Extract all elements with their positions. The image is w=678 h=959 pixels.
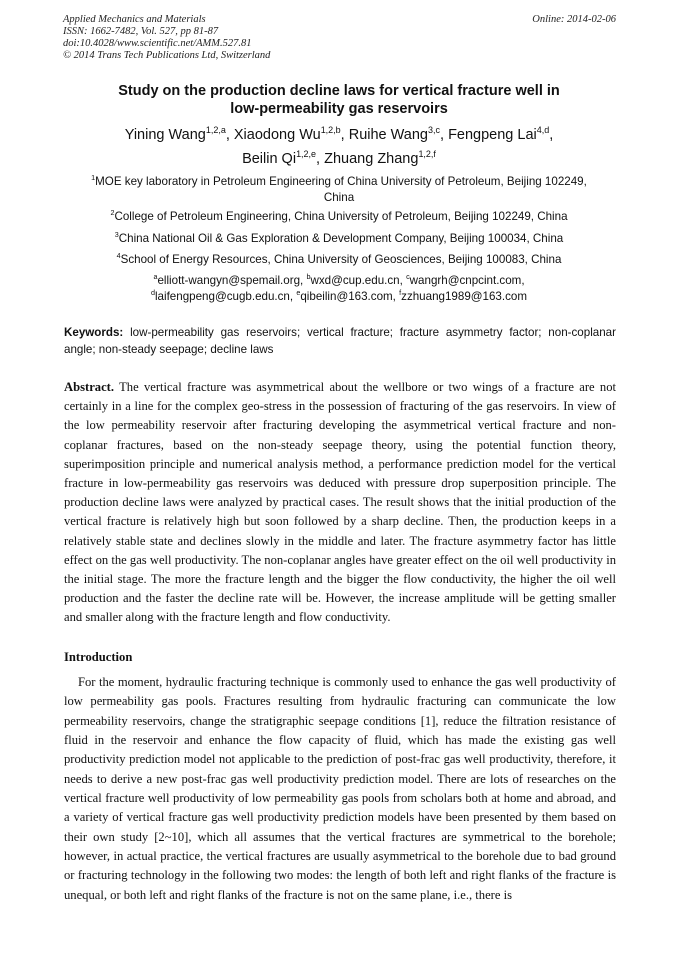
author-line-1: Yining Wang$^{1,2,a}$, Xiaodong Wu$^{1,2,b}$, Ruihe Wang$^{3,c}$, Fengpeng Lai$^{4,d}$, bbox=[124, 125, 554, 143]
affiliation-number: 2 bbox=[110, 208, 115, 218]
title-line-2: low-permeability gas reservoirs bbox=[230, 101, 448, 117]
author-name: Yining Wang bbox=[124, 127, 206, 143]
title-line-1: Study on the production decline laws for vertical fracture well in bbox=[118, 83, 560, 99]
email-address[interactable]: laifengpeng@cugb.edu.cn, bbox=[154, 289, 294, 303]
copyright-line: © 2014 Trans Tech Publications Ltd, Switzerland bbox=[63, 50, 271, 61]
affiliation-text: College of Petroleum Engineering, China University of Petroleum, Beijing 102249, China bbox=[114, 210, 568, 223]
email-sup: f bbox=[399, 287, 402, 297]
affiliation-number: 1 bbox=[91, 173, 96, 183]
email-address[interactable]: elliott-wangyn@spemail.org, bbox=[157, 274, 304, 287]
author-name: Fengpeng Lai bbox=[448, 127, 537, 143]
author-name: Beilin Qi bbox=[242, 151, 297, 167]
abstract-label: Abstract. bbox=[64, 380, 115, 394]
author-list bbox=[40, 123, 638, 171]
affiliation-number: 4 bbox=[116, 251, 121, 261]
online-date: Online: 2014-02-06 bbox=[532, 14, 616, 25]
author-name: Xiaodong Wu bbox=[233, 127, 321, 143]
keywords-label: Keywords: bbox=[64, 326, 124, 339]
author-affil-sup: 1,2,b bbox=[320, 125, 341, 136]
affiliation-3 bbox=[52, 231, 626, 247]
affiliation-text: MOE key laboratory in Petroleum Engineering of China University of Petroleum, Beijing 102249, bbox=[95, 175, 587, 188]
abstract-text: The vertical fracture was asymmetrical about the wellbore or two wings of a fracture are not certainly in a line for the complex geo-stress in the possession of fracturing of the gas reservoirs. In view of the low permeability reservoir after fracturing developing the asymmetrical vertical fracture and non-coplanar fractures, based on the non-steady seepage theory, using the potential function theory, superimposition principle and numerical analysis method, a performance prediction model for the vertical fracture in low-permeability gas reservoirs was deduced with pressure drop superposition principle. The production decline laws were analyzed by practical cases. The result shows that the initial production of the vertical fracture is relatively high but soon followed by a sharp decline. Then, the production keeps in a relatively stable state and declines slowly in the middle and later. The fracture asymmetry factor has little effect on the gas well productivity. The non-coplanar angles have greater effect on the oil well productivity in the initial stage. The more the fracture length and the bigger the flow conductivity, the higher the oil well production and the faster the decline rate will be. However, the increase amplitude will be getting smaller and smaller along with the fracture length and flow conductivity. bbox=[64, 380, 616, 625]
affiliation-text: China National Oil & Gas Exploration & Development Company, Beijing 100034, China bbox=[118, 232, 564, 245]
author-affil-sup: 3,c bbox=[428, 125, 440, 136]
email-address[interactable]: wangrh@cnpcint.com, bbox=[409, 274, 525, 287]
keywords-block bbox=[64, 324, 616, 358]
doi-line[interactable]: doi:10.4028/www.scientific.net/AMM.527.81 bbox=[63, 38, 252, 49]
affiliation-2 bbox=[52, 209, 626, 225]
email-sup: e bbox=[296, 287, 301, 297]
journal-header bbox=[63, 14, 270, 62]
email-line-2 bbox=[52, 289, 626, 305]
keywords-text: low-permeability gas reservoirs; vertical fracture; fracture asymmetry factor; non-coplanar angle; non-steady seepage; decline laws bbox=[64, 326, 616, 356]
email-address[interactable]: qibeilin@163.com, bbox=[300, 289, 396, 303]
author-affil-sup: 1,2,f bbox=[418, 149, 436, 160]
author-affil-sup: 1,2,a bbox=[205, 125, 226, 136]
email-address[interactable]: wxd@cup.edu.cn, bbox=[310, 274, 403, 287]
paper-title bbox=[40, 82, 638, 118]
author-affil-sup: 1,2,e bbox=[296, 149, 317, 160]
affiliation-text: School of Energy Resources, China University of Geosciences, Beijing 100083, China bbox=[120, 253, 562, 266]
issn-line: ISSN: 1662-7482, Vol. 527, pp 81-87 bbox=[63, 26, 219, 37]
email-list bbox=[52, 273, 626, 304]
introduction-paragraph: For the moment, hydraulic fracturing technique is commonly used to enhance the gas well productivity of low permeability gas pools. Fractures resulting from hydraulic fracturing can communicate the low permeability reservoirs, change the stratigraphic seepage conditions [1], reduce the filtration resistance of fluid in the reservoir and enhance the flow capacity of fluid, which has made the existing gas well productivity prediction model not applicable to the prediction of post-frac gas well productivity, therefore, it needs to derive a new post-frac gas well productivity prediction model. There are lots of researches on the vertical fracture well productivity of low permeability gas pools from scholars both at home and abroad, and a variety of vertical fracture gas well productivity prediction models have been presented by them based on their own study [2~10], which all assumes that the vertical fractures are symmetrical to the borehole; however, in actual practice, the vertical fractures are usually asymmetrical to the borehole due to bad ground or fracturing technology in the following two modes: the length of both left and right flanks of the fracture is unequal, or both left and right flanks of the fracture is not on the same plane, i.e., there is bbox=[64, 675, 616, 902]
affiliation-4 bbox=[52, 252, 626, 268]
author-name: Zhuang Zhang bbox=[324, 151, 419, 167]
author-line-2: Beilin Qi$^{1,2,e}$, Zhuang Zhang$^{1,2,f}$ bbox=[242, 149, 436, 167]
abstract-block bbox=[64, 378, 616, 628]
section-heading-introduction: Introduction bbox=[64, 650, 133, 664]
email-sup: a bbox=[153, 272, 158, 282]
journal-name: Applied Mechanics and Materials bbox=[63, 14, 206, 25]
email-sup: d bbox=[150, 287, 155, 297]
author-affil-sup: 4,d bbox=[536, 125, 550, 136]
email-sup: b bbox=[306, 272, 311, 282]
email-address[interactable]: zzhuang1989@163.com bbox=[401, 289, 528, 303]
affiliation-number: 3 bbox=[114, 230, 119, 240]
email-line-1 bbox=[52, 273, 626, 289]
affiliation-1 bbox=[52, 174, 626, 206]
email-sup: c bbox=[406, 272, 410, 282]
affiliation-text-continued: China bbox=[323, 191, 355, 204]
author-name: Ruihe Wang bbox=[348, 127, 428, 143]
